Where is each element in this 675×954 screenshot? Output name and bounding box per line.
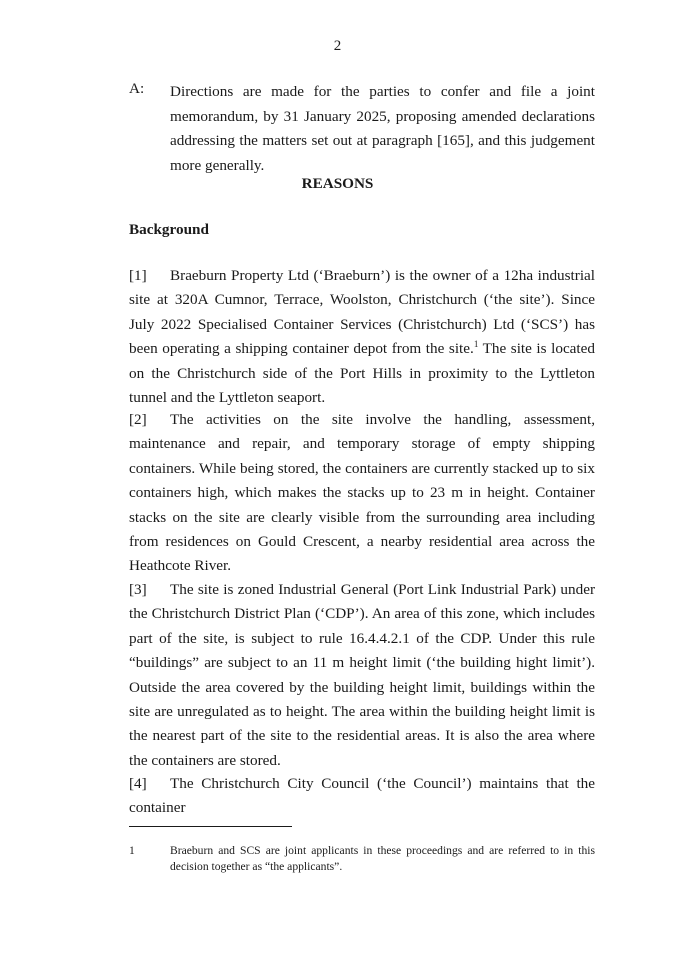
paragraph-3 [129,578,595,773]
paragraph-2 [129,408,595,579]
paragraph-number: [1] [129,267,147,284]
page-number: 2 [333,38,342,54]
paragraph-number: [3] [129,581,147,598]
paragraph-1 [129,264,595,410]
paragraph-4 [129,772,595,821]
footnote-divider [129,826,292,827]
order-a [129,80,595,178]
paragraph-text: The site is zoned Industrial General (Port Link Industrial Park) under the Christchurch District Plan (‘CDP’). An area of this zone, which includes part of the site, is subject to rule 16.4.4.2.1 of the CDP. Under this rule “buildings” are subject to an 11 m height limit (‘the building hight limit’). Outside the area covered by the building height limit, buildings within the site are unregulated as to height. The area within the building height limit is the nearest part of the site to the residential areas. It is also the area where the containers are stored. [129,581,595,769]
subheading: Background [129,221,209,238]
order-label: A: [129,80,145,97]
footnote-text: Braeburn and SCS are joint applicants in these proceedings and are referred to in this decision together as “the applicants”. [170,844,595,873]
footnote-reference[interactable]: 1 [473,339,479,350]
paragraph-text: The activities on the site involve the handling, assessment, maintenance and repair, and temporary storage of empty shipping containers. While being stored, the containers are currently stacked up to six containers high, which makes the stacks up to 23 m in height. Container stacks on the site are clearly visible from the surrounding area including from residences on Gould Crescent, a nearby residential area across the Heathcote River. [129,411,595,575]
paragraph-text: The Christchurch City Council (‘the Council’) maintains that the container [129,775,595,817]
section-heading: REASONS [301,175,374,192]
paragraph-number: [2] [129,411,147,428]
footnote-1 [129,843,595,875]
paragraph-number: [4] [129,775,147,792]
order-text: Directions are made for the parties to confer and file a joint memorandum, by 31 January 2025, proposing amended declarations addressing the matters set out at paragraph [165], and this judgement more generally. [170,83,595,174]
paragraph-text: Braeburn Property Ltd (‘Braeburn’) is the owner of a 12ha industrial site at 320A Cumnor, Terrace, Woolston, Christchurch (‘the site’). Since July 2022 Specialised Container Services (Christchurch) Ltd (‘SCS’) has been operating a shipping container depot from the site. [129,267,595,358]
paragraph-text-continued: The site is located on the Christchurch side of the Port Hills in proximity to the Lyttleton tunnel and the Lyttleton seaport. [129,340,595,407]
footnote-number: 1 [129,844,135,857]
